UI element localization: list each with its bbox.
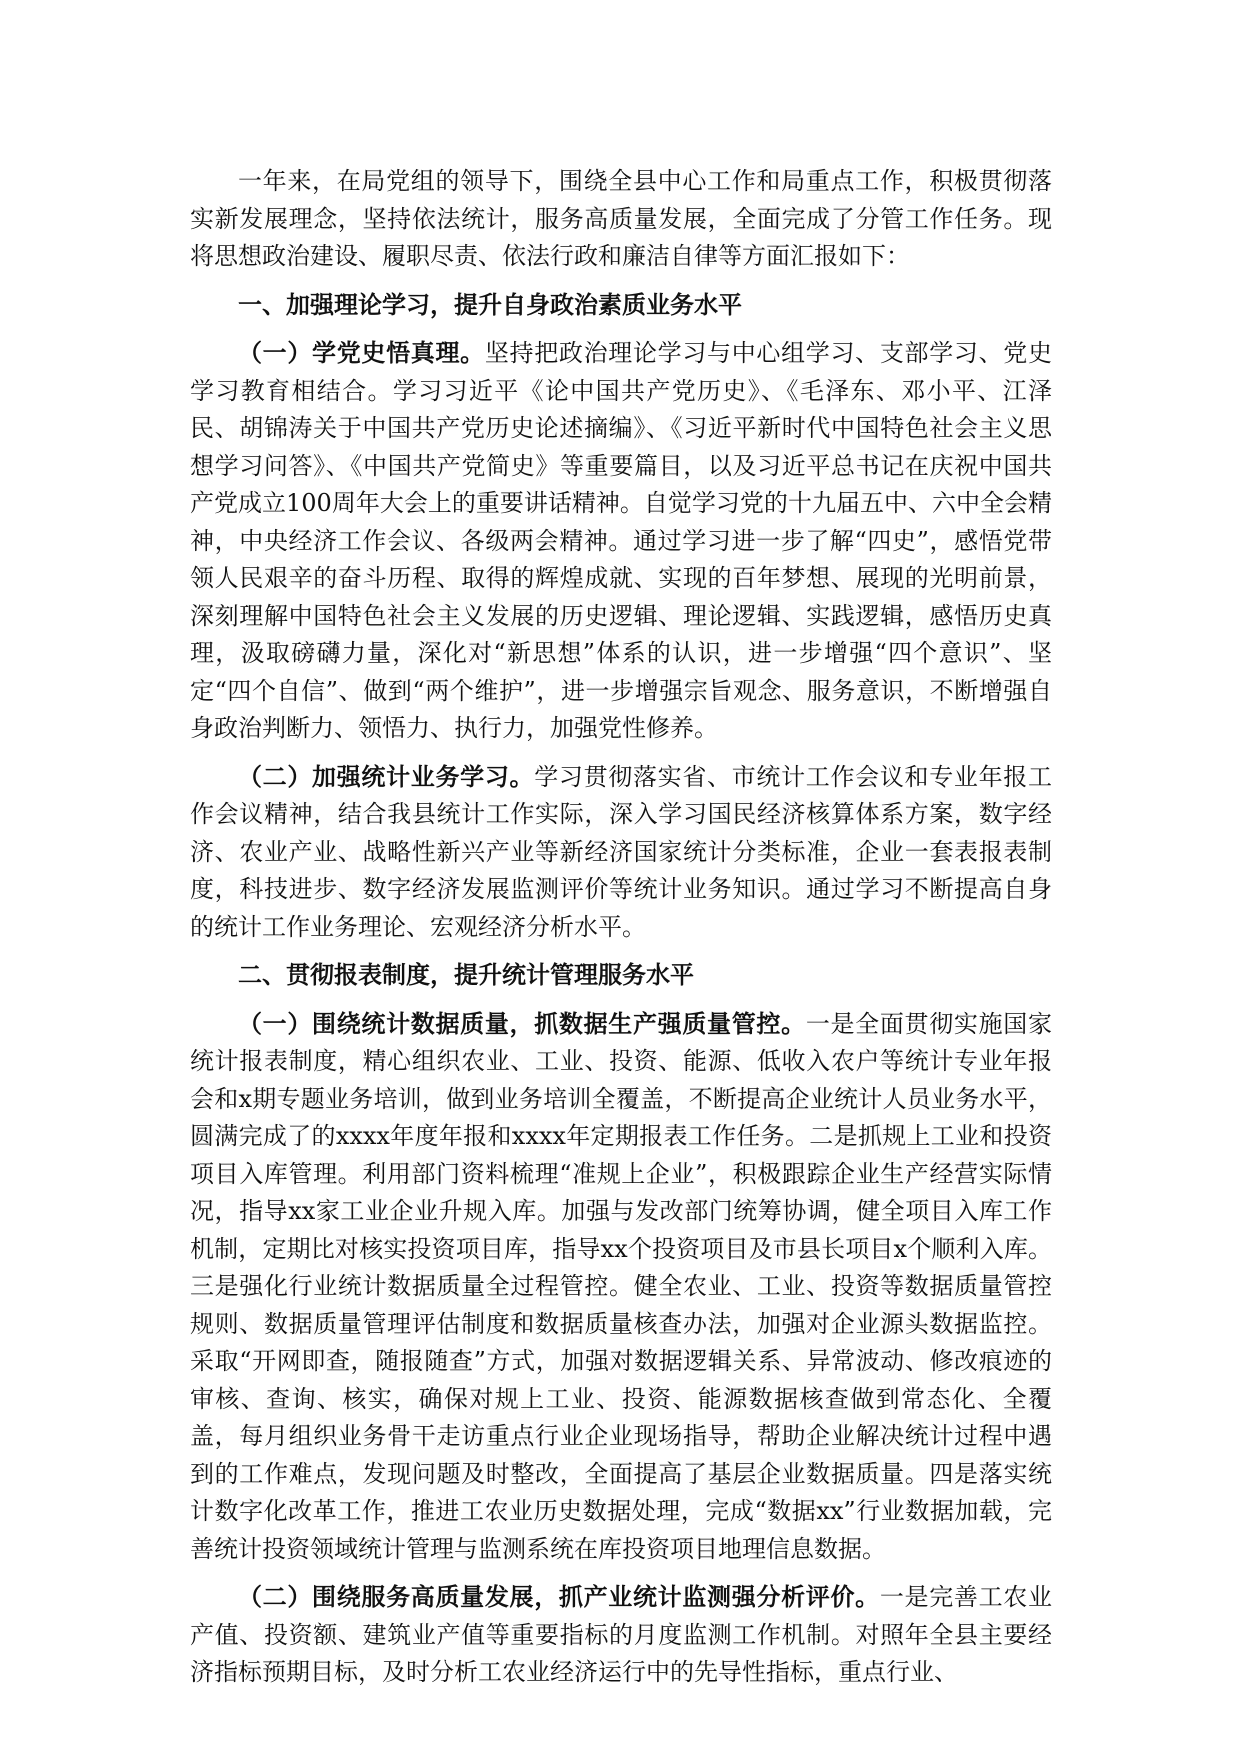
section-1-paragraph-2-body: 学习贯彻落实省、市统计工作会议和专业年报工作会议精神，结合我县统计工作实际，深入学习国民经济核算体系方案，数字经济、农业产业、战略性新兴产业等新经济国家统计分类标准，企业一套表报表制度，科技进步、数字经济发展监测评价等统计业务知识。通过学习不断提高自身的统计工作业务理论、宏观经济分析水平。 (190, 762, 1052, 941)
section-1-paragraph-1 (190, 335, 1052, 748)
section-2-paragraph-2 (190, 1579, 1052, 1692)
section-2-paragraph-1-body: 一是全面贯彻实施国家统计报表制度，精心组织农业、工业、投资、能源、低收入农户等统计专业年报会和x期专题业务培训，做到业务培训全覆盖，不断提高企业统计人员业务水平，圆满完成了的xxxx年度年报和xxxx年定期报表工作任务。二是抓规上工业和投资项目入库管理。利用部门资料梳理“准规上企业”，积极跟踪企业生产经营实际情况，指导xx家工业企业升规入库。加强与发改部门统筹协调，健全项目入库工作机制，定期比对核实投资项目库，指导xx个投资项目及市县长项目x个顺利入库。三是强化行业统计数据质量全过程管控。健全农业、工业、投资等数据质量管控规则、数据质量管理评估制度和数据质量核查办法，加强对企业源头数据监控。采取“开网即查，随报随查”方式，加强对数据逻辑关系、异常波动、修改痕迹的审核、查询、核实，确保对规上工业、投资、能源数据核查做到常态化、全覆盖，每月组织业务骨干走访重点行业企业现场指导，帮助企业解决统计过程中遇到的工作难点，发现问题及时整改，全面提高了基层企业数据质量。四是落实统计数字化改革工作，推进工农业历史数据处理，完成“数据xx”行业数据加载，完善统计投资领域统计管理与监测系统在库投资项目地理信息数据。 (190, 1009, 1052, 1563)
section-2-paragraph-1-lead: （一）围绕统计数据质量，抓数据生产强质量管控。 (238, 1009, 806, 1038)
section-2-paragraph-2-lead: （二）围绕服务高质量发展，抓产业统计监测强分析评价。 (238, 1583, 880, 1611)
section-1-paragraph-1-lead: （一）学党史悟真理。 (238, 339, 485, 367)
section-2-paragraph-2-body: 一是完善工农业产值、投资额、建筑业产值等重要指标的月度监测工作机制。对照年全县主要经济指标预期目标，及时分析工农业经济运行中的先导性指标，重点行业、 (190, 1583, 1052, 1686)
section-1-heading: 一、加强理论学习，提升自身政治素质业务水平 (238, 290, 742, 319)
section-2-paragraph-1 (190, 1006, 1052, 1569)
document-body (190, 163, 1052, 1692)
section-1-paragraph-2 (190, 759, 1052, 947)
intro-paragraph: 一年来，在局党组的领导下，围绕全县中心工作和局重点工作，积极贯彻落实新发展理念，坚持依法统计，服务高质量发展，全面完成了分管工作任务。现将思想政治建设、履职尽责、依法行政和廉洁自律等方面汇报如下： (190, 167, 1052, 270)
section-1-paragraph-2-lead: （二）加强统计业务学习。 (238, 762, 535, 791)
section-2-heading: 二、贯彻报表制度，提升统计管理服务水平 (238, 961, 694, 989)
section-1-paragraph-1-body: 坚持把政治理论学习与中心组学习、支部学习、党史学习教育相结合。学习习近平《论中国共产党历史》、《毛泽东、邓小平、江泽民、胡锦涛关于中国共产党历史论述摘编》、《习近平新时代中国特色社会主义思想学习问答》、《中国共产党简史》等重要篇目，以及习近平总书记在庆祝中国共产党成立100周年大会上的重要讲话精神。自觉学习党的十九届五中、六中全会精神，中央经济工作会议、各级两会精神。通过学习进一步了解“四史”，感悟党带领人民艰辛的奋斗历程、取得的辉煌成就、实现的百年梦想、展现的光明前景，深刻理解中国特色社会主义发展的历史逻辑、理论逻辑、实践逻辑，感悟历史真理，汲取磅礴力量，深化对“新思想”体系的认识，进一步增强“四个意识”、坚定“四个自信”、做到“两个维护”，进一步增强宗旨观念、服务意识，不断增强自身政治判断力、领悟力、执行力，加强党性修养。 (190, 339, 1052, 742)
